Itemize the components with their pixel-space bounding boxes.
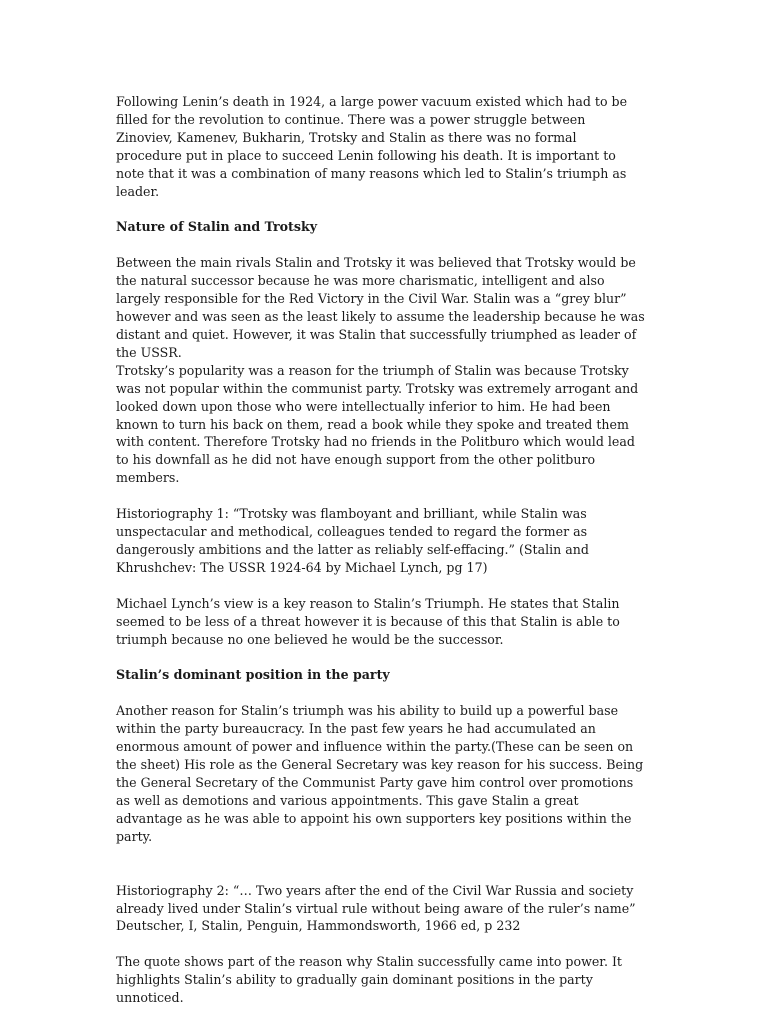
paragraph-bureaucracy: Another reason for Stalin’s triumph was his ability to build up a powerful base within the party bureaucracy. In the past few years he had accumulated an enormous amount of power and influence within the party.(These can be seen on the sheet) His role as the General Secretary was key reason for his success. Being the General Secretary of the Communist Party gave him control over promotions as well as demotions and various appointments. This gave Stalin a great advantage as he was able to appoint his own supporters key positions within the party. xyxy=(116,703,644,844)
paragraph-rivals: Between the main rivals Stalin and Trotsky it was believed that Trotsky would be the natural successor because he was more charismatic, intelligent and also largely responsible for the Red Victory in the Civil War. Stalin was a “grey blur” however and was seen as the least likely to assume the leadership because he was distant and quiet. However, it was Stalin that successfully triumphed as leader of the USSR. Trotsky’s popularity was a reason for the triumph of Stalin was because Trotsky was not popular within the communist party. Trotsky was extremely arrogant and looked down upon those who were intellectually inferior to him. He had been known to turn his back on them, read a book while they spoke and treated them with content. Therefore Trotsky had no friends in the Politburo which would lead to his downfall as he did not have enough support from the other politburo members. xyxy=(116,255,645,486)
heading-nature-of-stalin-and-trotsky: Nature of Stalin and Trotsky xyxy=(116,219,318,235)
paragraph-historiography-1: Historiography 1: “Trotsky was flamboyant and brilliant, while Stalin was unspectacular and methodical, colleagues tended to regard the former as dangerously ambitions and the latter as reliably self-effacing.” (Stalin and Khrushchev: The USSR 1924-64 by Michael Lynch, pg 17) xyxy=(116,506,589,575)
paragraph-historiography-2: Historiography 2: “… Two years after the end of the Civil War Russia and society already lived under Stalin’s virtual rule without being aware of the ruler’s name” Deutscher, I, Stalin, Penguin, Hammondsworth, 1966 ed, p 232 xyxy=(116,882,636,934)
paragraph-intro: Following Lenin’s death in 1924, a large power vacuum existed which had to be filled for the revolution to continue. There was a power struggle between Zinoviev, Kamenev, Bukharin, Trotsky and Stalin as there was no formal procedure put in place to succeed Lenin following his death. It is important to note that it was a combination of many reasons which led to Stalin’s triumph as leader. xyxy=(116,94,628,199)
document-page xyxy=(116,93,646,1025)
paragraph-quote-analysis: The quote shows part of the reason why Stalin successfully came into power. It highlights Stalin’s ability to gradually gain dominant positions in the party unnoticed. xyxy=(116,954,622,1006)
paragraph-lynch-view: Michael Lynch’s view is a key reason to Stalin’s Triumph. He states that Stalin seemed to be less of a threat however it is because of this that Stalin is able to triumph because no one believed he would be the successor. xyxy=(116,595,620,647)
blank-line xyxy=(116,864,646,882)
heading-dominant-position: Stalin’s dominant position in the party xyxy=(116,667,390,683)
